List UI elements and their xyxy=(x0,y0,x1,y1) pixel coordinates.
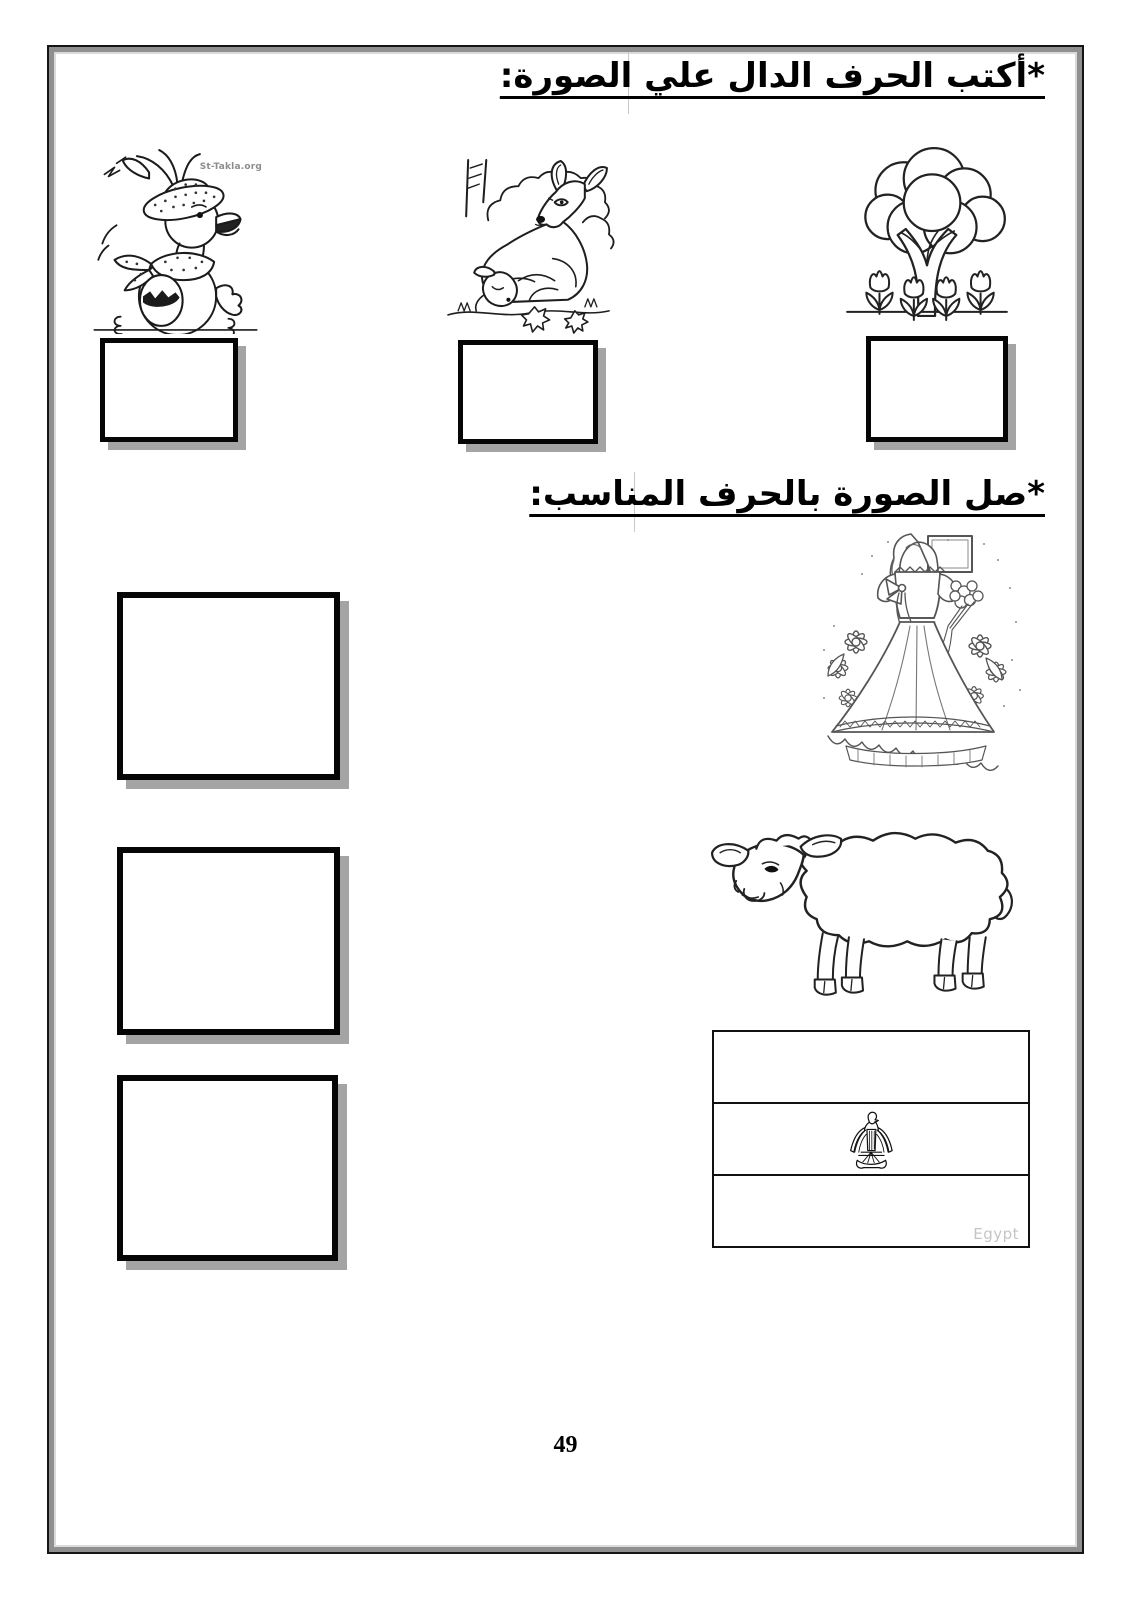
image-credit: St-Takla.org xyxy=(199,162,262,172)
egypt-flag-image xyxy=(712,1030,1030,1248)
flag-stripe-divider xyxy=(714,1102,1028,1104)
duck-icon xyxy=(86,146,264,334)
deer-icon xyxy=(433,158,621,334)
eagle-of-saladin-icon xyxy=(845,1107,897,1173)
answer-box-deer[interactable] xyxy=(458,340,598,444)
match-box-2[interactable] xyxy=(117,847,340,1035)
match-box-1[interactable] xyxy=(117,592,340,780)
dress-icon xyxy=(798,530,1030,772)
dress-image xyxy=(798,530,1030,772)
sheep-icon xyxy=(700,786,1022,1006)
sheep-image xyxy=(700,786,1022,1006)
duck-image xyxy=(86,146,264,334)
answer-box-tree[interactable] xyxy=(866,336,1008,442)
match-box-3[interactable] xyxy=(117,1075,338,1261)
tree-image xyxy=(841,138,1013,322)
answer-box-duck[interactable] xyxy=(100,338,238,442)
page-number: 49 xyxy=(553,1432,578,1458)
section-write-heading: *أكتب الحرف الدال علي الصورة: xyxy=(499,56,1045,96)
section-match-heading: *صل الصورة بالحرف المناسب: xyxy=(529,474,1045,514)
tree-icon xyxy=(841,138,1013,322)
flag-stripe-divider xyxy=(714,1174,1028,1176)
flag-caption: Egypt xyxy=(973,1225,1019,1243)
deer-image xyxy=(433,158,621,334)
